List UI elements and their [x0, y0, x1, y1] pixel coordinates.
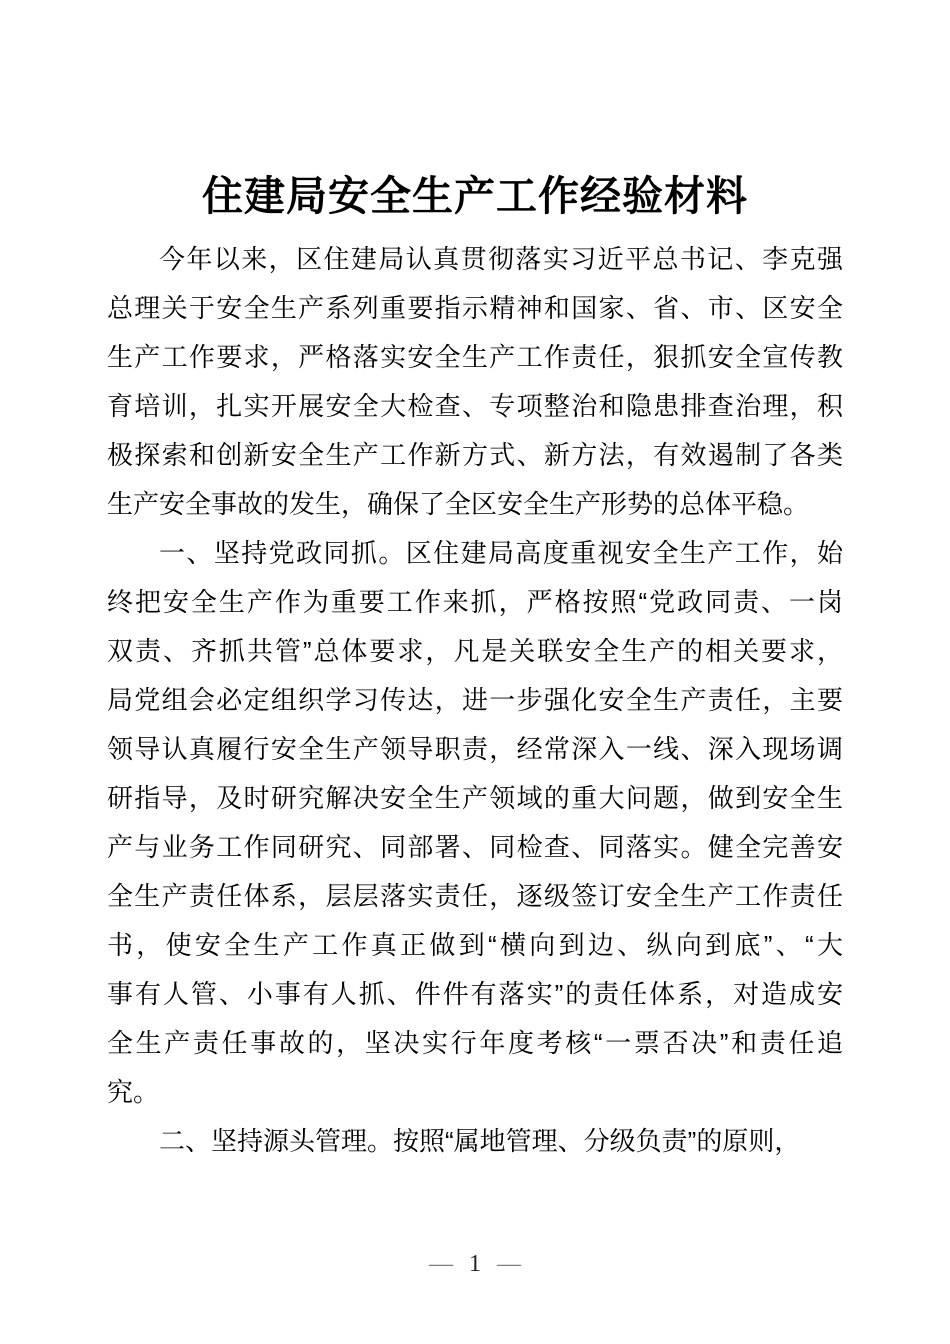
document-body — [107, 235, 843, 1166]
text-line: 终把安全生产作为重要工作来抓，严格按照“党政同责、一岗 — [107, 587, 843, 618]
footer-dash-left: — — [429, 1251, 453, 1277]
text-line: 二、坚持源头管理。按照“属地管理、分级负责”的原则， — [159, 1126, 801, 1157]
text-line: 事有人管、小事有人抓、件件有落实”的责任体系，对造成安 — [107, 979, 843, 1010]
text-line: 局党组会必定组织学习传达，进一步强化安全生产责任，主要 — [107, 685, 843, 716]
text-line: 今年以来，区住建局认真贯彻落实习近平总书记、李克强 — [159, 244, 843, 275]
text-line: 生产工作要求，严格落实安全生产工作责任，狠抓安全宣传教 — [107, 342, 843, 373]
text-line: 总理关于安全生产系列重要指示精神和国家、省、市、区安全 — [107, 293, 843, 324]
text-line: 一、坚持党政同抓。区住建局高度重视安全生产工作，始 — [159, 538, 843, 569]
paragraph — [107, 1117, 843, 1166]
text-line: 生产安全事故的发生，确保了全区安全生产形势的总体平稳。 — [107, 489, 810, 520]
text-line: 书，使安全生产工作真正做到“横向到边、纵向到底”、“大 — [107, 930, 843, 961]
text-line: 全生产责任体系，层层落实责任，逐级签订安全生产工作责任 — [107, 881, 843, 912]
text-line: 双责、齐抓共管”总体要求，凡是关联安全生产的相关要求， — [107, 636, 843, 667]
text-line: 研指导，及时研究解决安全生产领域的重大问题，做到安全生 — [107, 783, 843, 814]
text-line: 究。 — [107, 1077, 160, 1108]
document-title: 住建局安全生产工作经验材料 — [202, 173, 748, 219]
text-line: 育培训，扎实开展安全大检查、专项整治和隐患排查治理，积 — [107, 391, 843, 422]
text-line: 领导认真履行安全生产领导职责，经常深入一线、深入现场调 — [107, 734, 843, 765]
text-line: 极探索和创新安全生产工作新方式、新方法，有效遏制了各类 — [107, 440, 843, 471]
footer-dash-right: — — [497, 1251, 521, 1277]
page-footer — [0, 1251, 950, 1278]
paragraph — [107, 235, 843, 529]
paragraph — [107, 529, 843, 1117]
text-line: 产与业务工作同研究、同部署、同检查、同落实。健全完善安 — [107, 832, 843, 863]
text-line: 全生产责任事故的，坚决实行年度考核“一票否决”和责任追 — [107, 1028, 843, 1059]
page-number: 1 — [469, 1251, 481, 1277]
